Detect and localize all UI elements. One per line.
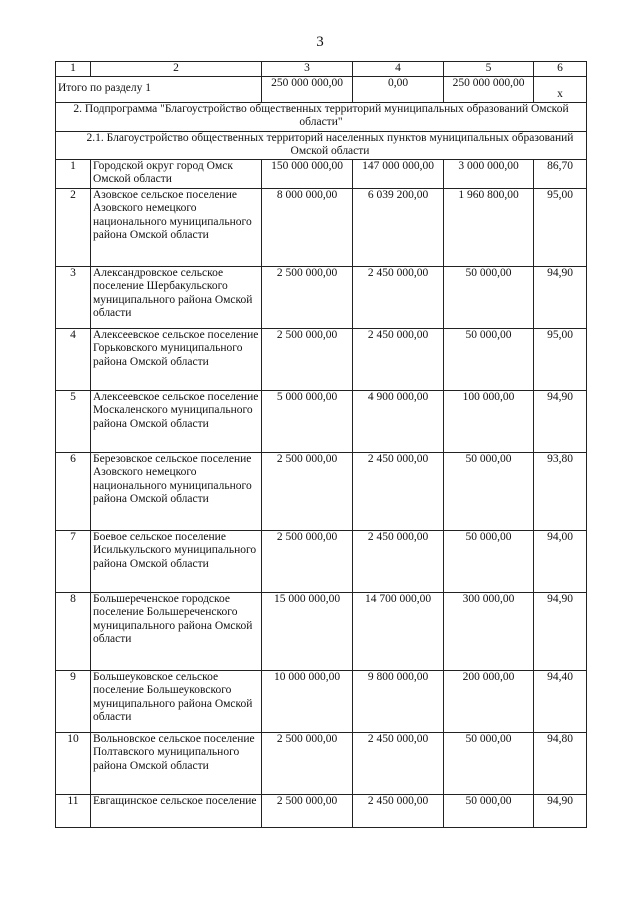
row-col6: 94,00 bbox=[534, 530, 587, 592]
page-number: 3 bbox=[316, 34, 324, 50]
total-col6: х bbox=[534, 76, 587, 102]
row-col3: 2 500 000,00 bbox=[262, 794, 353, 827]
row-col4: 2 450 000,00 bbox=[353, 794, 444, 827]
header-cell: 1 bbox=[56, 62, 91, 77]
total-label: Итого по разделу 1 bbox=[56, 76, 262, 102]
section-heading: 2. Подпрограмма "Благоустройство общественных территорий муниципальных образований Омской области" bbox=[56, 102, 587, 131]
header-cell: 5 bbox=[444, 62, 534, 77]
row-col4: 2 450 000,00 bbox=[353, 452, 444, 530]
total-col4: 0,00 bbox=[353, 76, 444, 102]
row-col4: 6 039 200,00 bbox=[353, 188, 444, 266]
row-number: 8 bbox=[56, 592, 91, 670]
subsection-heading: 2.1. Благоустройство общественных территорий населенных пунктов муниципальных образований Омской области bbox=[56, 131, 587, 159]
header-cell: 4 bbox=[353, 62, 444, 77]
table-row bbox=[56, 328, 587, 390]
row-col5: 50 000,00 bbox=[444, 266, 534, 328]
header-cell: 3 bbox=[262, 62, 353, 77]
table-row bbox=[56, 188, 587, 266]
row-number: 10 bbox=[56, 732, 91, 794]
budget-table bbox=[55, 61, 587, 828]
row-number: 2 bbox=[56, 188, 91, 266]
row-col5: 50 000,00 bbox=[444, 732, 534, 794]
total-row bbox=[56, 76, 587, 102]
row-col6: 93,80 bbox=[534, 452, 587, 530]
row-number: 7 bbox=[56, 530, 91, 592]
row-col3: 2 500 000,00 bbox=[262, 530, 353, 592]
row-col5: 50 000,00 bbox=[444, 530, 534, 592]
row-col6: 94,40 bbox=[534, 670, 587, 732]
row-col4: 2 450 000,00 bbox=[353, 732, 444, 794]
row-name: Боевое сельское поселение Исилькульского муниципального района Омской области bbox=[91, 530, 262, 592]
row-col6: 94,80 bbox=[534, 732, 587, 794]
row-col4: 14 700 000,00 bbox=[353, 592, 444, 670]
row-name: Азовское сельское поселение Азовского немецкого национального муниципального района Омской области bbox=[91, 188, 262, 266]
table-row bbox=[56, 266, 587, 328]
row-col4: 4 900 000,00 bbox=[353, 390, 444, 452]
row-col3: 2 500 000,00 bbox=[262, 732, 353, 794]
row-number: 4 bbox=[56, 328, 91, 390]
row-col5: 50 000,00 bbox=[444, 794, 534, 827]
row-col4: 2 450 000,00 bbox=[353, 328, 444, 390]
row-name: Александровское сельское поселение Шербакульского муниципального района Омской области bbox=[91, 266, 262, 328]
row-col3: 2 500 000,00 bbox=[262, 266, 353, 328]
row-name: Большеуковское сельское поселение Большеуковского муниципального района Омской области bbox=[91, 670, 262, 732]
table-row bbox=[56, 732, 587, 794]
row-col3: 15 000 000,00 bbox=[262, 592, 353, 670]
table-row bbox=[56, 452, 587, 530]
row-col6: 94,90 bbox=[534, 266, 587, 328]
row-number: 5 bbox=[56, 390, 91, 452]
row-col4: 2 450 000,00 bbox=[353, 530, 444, 592]
table-row bbox=[56, 592, 587, 670]
row-col3: 2 500 000,00 bbox=[262, 328, 353, 390]
row-col6: 94,90 bbox=[534, 794, 587, 827]
row-col5: 50 000,00 bbox=[444, 328, 534, 390]
row-col3: 8 000 000,00 bbox=[262, 188, 353, 266]
header-row bbox=[56, 62, 587, 77]
header-cell: 6 bbox=[534, 62, 587, 77]
row-col3: 2 500 000,00 bbox=[262, 452, 353, 530]
row-name: Большереченское городское поселение Большереченского муниципального района Омской области bbox=[91, 592, 262, 670]
row-col4: 2 450 000,00 bbox=[353, 266, 444, 328]
row-name: Алексеевское сельское поселение Москаленского муниципального района Омской области bbox=[91, 390, 262, 452]
row-number: 1 bbox=[56, 159, 91, 188]
row-col6: 94,90 bbox=[534, 592, 587, 670]
table-row bbox=[56, 530, 587, 592]
total-col3: 250 000 000,00 bbox=[262, 76, 353, 102]
row-number: 6 bbox=[56, 452, 91, 530]
row-col6: 86,70 bbox=[534, 159, 587, 188]
table-row bbox=[56, 159, 587, 188]
row-col6: 95,00 bbox=[534, 328, 587, 390]
row-col3: 10 000 000,00 bbox=[262, 670, 353, 732]
row-col4: 9 800 000,00 bbox=[353, 670, 444, 732]
row-name: Городской округ город Омск Омской области bbox=[91, 159, 262, 188]
row-col4: 147 000 000,00 bbox=[353, 159, 444, 188]
row-number: 9 bbox=[56, 670, 91, 732]
row-col3: 5 000 000,00 bbox=[262, 390, 353, 452]
row-col3: 150 000 000,00 bbox=[262, 159, 353, 188]
row-number: 3 bbox=[56, 266, 91, 328]
row-name: Березовское сельское поселение Азовского немецкого национального муниципального района Омской области bbox=[91, 452, 262, 530]
row-col5: 1 960 800,00 bbox=[444, 188, 534, 266]
row-name: Алексеевское сельское поселение Горьковского муниципального района Омской области bbox=[91, 328, 262, 390]
row-name: Евгащинское сельское поселение bbox=[91, 794, 262, 827]
row-col6: 94,90 bbox=[534, 390, 587, 452]
table-row bbox=[56, 390, 587, 452]
row-col6: 95,00 bbox=[534, 188, 587, 266]
table-row bbox=[56, 670, 587, 732]
row-number: 11 bbox=[56, 794, 91, 827]
row-col5: 200 000,00 bbox=[444, 670, 534, 732]
row-col5: 100 000,00 bbox=[444, 390, 534, 452]
header-cell: 2 bbox=[91, 62, 262, 77]
section-row bbox=[56, 102, 587, 131]
subsection-row bbox=[56, 131, 587, 159]
row-col5: 50 000,00 bbox=[444, 452, 534, 530]
row-name: Вольновское сельское поселение Полтавского муниципального района Омской области bbox=[91, 732, 262, 794]
row-col5: 300 000,00 bbox=[444, 592, 534, 670]
table-row bbox=[56, 794, 587, 827]
total-col5: 250 000 000,00 bbox=[444, 76, 534, 102]
row-col5: 3 000 000,00 bbox=[444, 159, 534, 188]
